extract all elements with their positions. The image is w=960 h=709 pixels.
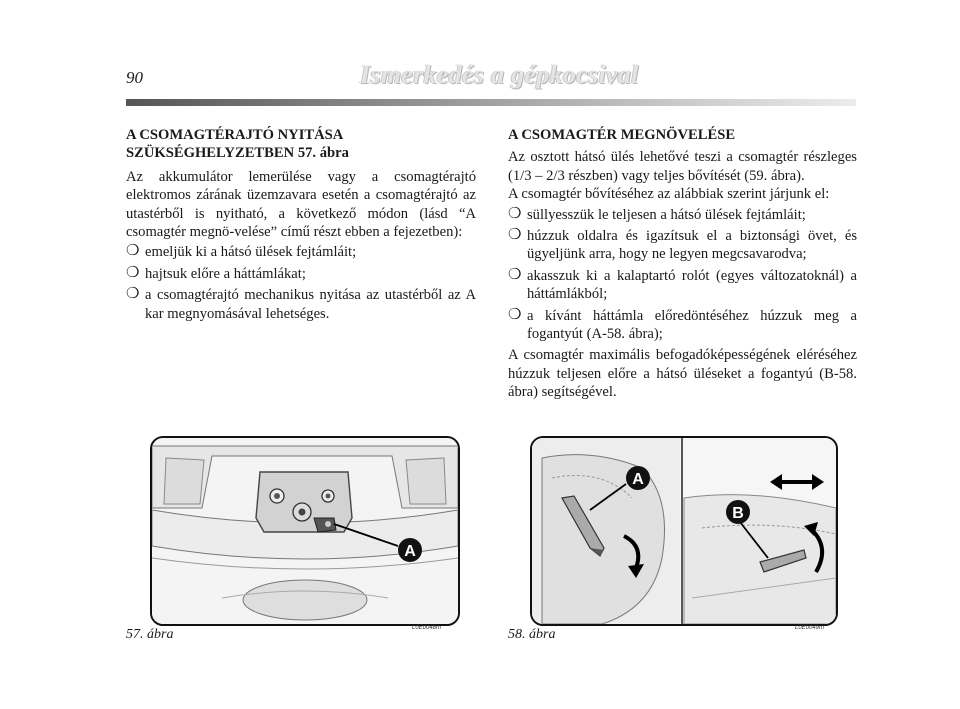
- list-item: [126, 265, 476, 283]
- list-item: [508, 206, 857, 224]
- enlarging-steps: [508, 206, 857, 344]
- list-item: [508, 307, 857, 344]
- left-column: [126, 126, 476, 326]
- figure-57-code: L0E0048m: [412, 625, 442, 631]
- circle-bullet-icon: ❍: [508, 306, 522, 323]
- circle-bullet-icon: ❍: [126, 286, 140, 303]
- list-item-text: húzzuk oldalra és igazítsuk el a biztonsági övet, és ügyeljünk arra, hogy ne legyen megcsavarodva;: [527, 228, 857, 263]
- chapter-title: Ismerkedés a gépkocsival: [360, 60, 639, 89]
- figure-58-seat-levers: [530, 436, 838, 626]
- circle-bullet-icon: ❍: [508, 227, 522, 244]
- list-item-text: a csomagtérajtó mechanikus nyitása az utastérből az A kar megnyomásával lehetséges.: [145, 287, 476, 322]
- right-column: [508, 126, 857, 402]
- figure-58-code: L0E0049m: [795, 625, 825, 631]
- circle-bullet-icon: ❍: [126, 264, 140, 281]
- page-number: 90: [126, 68, 143, 87]
- list-item: [126, 243, 476, 261]
- circle-bullet-icon: ❍: [508, 266, 522, 283]
- emergency-opening-steps: [126, 243, 476, 323]
- list-item-text: a kívánt háttámla előredöntéséhez húzzuk meg a fogantyút (A-58. ábra);: [527, 307, 857, 343]
- figure-58-caption: 58. ábra: [508, 627, 556, 642]
- list-item: [508, 267, 857, 304]
- heading-line-2: SZÜKSÉGHELYZETBEN 57. ábra: [126, 145, 349, 162]
- enlarging-boot-heading: A CSOMAGTÉR MEGNÖVELÉSE: [508, 127, 736, 143]
- heading-line-1: A CSOMAGTÉRAJTÓ NYITÁSA: [126, 127, 344, 143]
- figure-57-label-a: A: [404, 543, 416, 560]
- list-item: [508, 227, 857, 264]
- figure-57-caption: 57. ábra: [126, 627, 174, 642]
- enlarging-intro-1: Az osztott hátsó ülés lehetővé teszi a csomagtér részleges (1/3 – 2/3 részben) vagy teljes bővítését (59. ábra).: [508, 149, 857, 184]
- tailgate-lock-illustration: [152, 438, 458, 624]
- figure-57-tailgate-lock: [150, 436, 460, 626]
- figure-58-label-a: A: [632, 471, 644, 488]
- list-item-text: süllyesszük le teljesen a hátsó ülések fejtámláit;: [527, 206, 806, 223]
- list-item: [126, 286, 476, 323]
- enlarging-closing: A csomagtér maximális befogadóképességének eléréséhez húzzuk teljesen előre a hátsó üléseket a fogantyú (B-58. ábra) segítségével.: [508, 347, 857, 401]
- circle-bullet-icon: ❍: [508, 205, 522, 222]
- enlarging-intro-2: A csomagtér bővítéséhez az alábbiak szerint járjunk el:: [508, 186, 830, 203]
- emergency-opening-heading: [126, 126, 476, 163]
- figure-58-label-b: B: [732, 505, 744, 522]
- circle-bullet-icon: ❍: [126, 243, 140, 260]
- emergency-opening-intro: Az akkumulátor lemerülése vagy a csomagtérajtó elektromos zárának üzemzavara esetén a csomagtérajtó az utastérből is nyitható, a következő módon (lásd “A csomagtér megnö-velése” című részt ebben a fejezetben):: [126, 168, 476, 241]
- seat-levers-illustration: [532, 438, 836, 624]
- header-rule: [126, 99, 856, 106]
- list-item-text: emeljük ki a hátsó ülések fejtámláit;: [145, 244, 357, 261]
- list-item-text: hajtsuk előre a háttámlákat;: [145, 265, 306, 282]
- list-item-text: akasszuk ki a kalaptartó rolót (egyes változatoknál) a háttámlákból;: [527, 267, 857, 303]
